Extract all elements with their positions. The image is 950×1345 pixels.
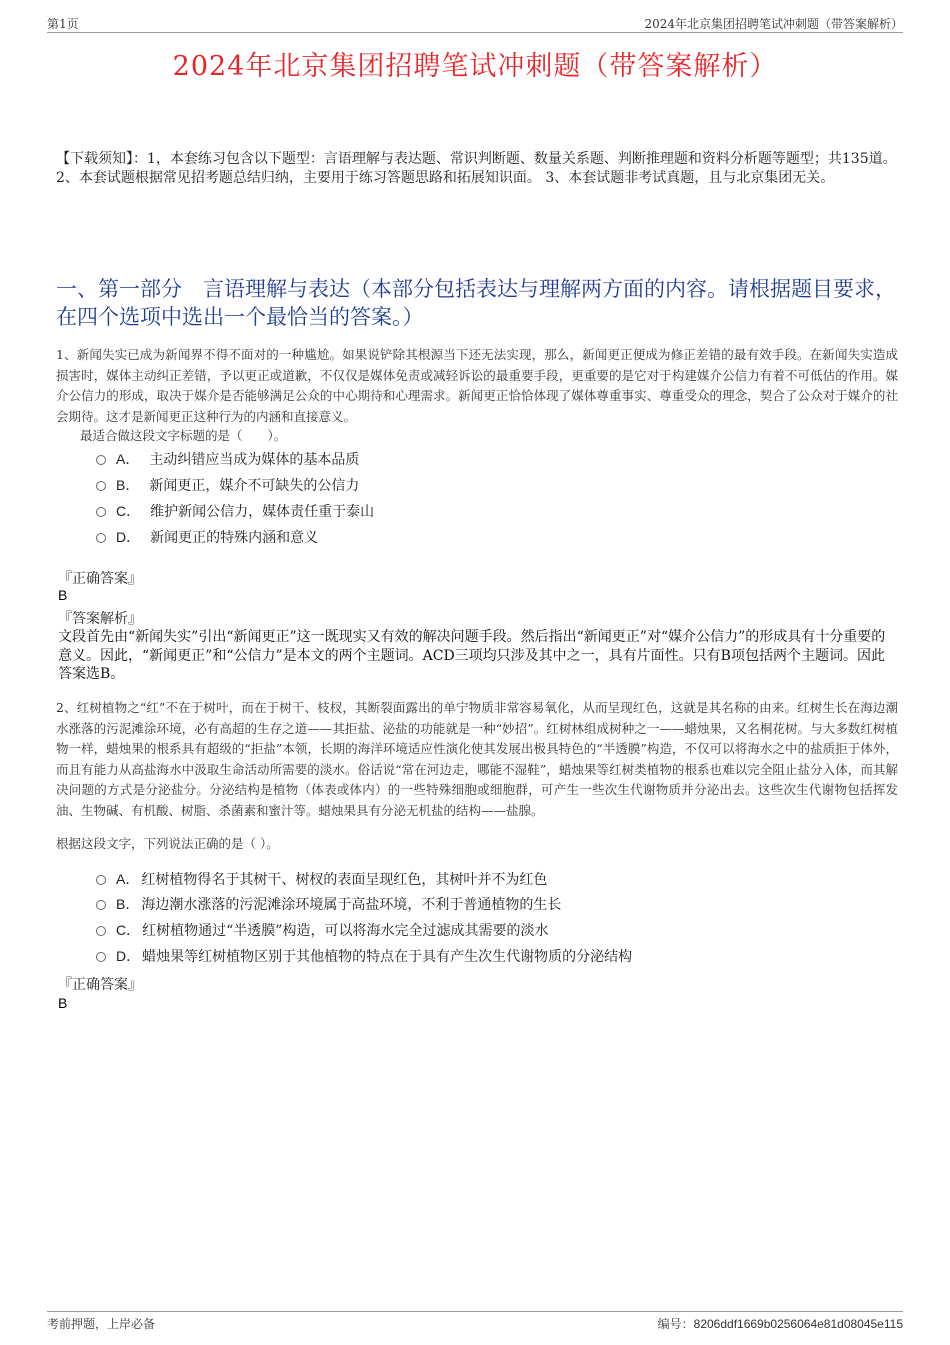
radio-icon[interactable] [96, 455, 106, 465]
question-1-option-c[interactable]: C． 维护新闻公信力，媒体责任重于泰山 [96, 501, 374, 521]
radio-icon[interactable] [96, 481, 106, 491]
question-1-analysis-label: 『答案解析』 [58, 611, 142, 627]
question-2-option-d[interactable]: D． 蜡烛果等红树植物区别于其他植物的特点在于具有产生次生代谢物质的分泌结构 [96, 946, 632, 966]
question-2-answer: B [58, 995, 68, 1011]
radio-icon[interactable] [96, 533, 106, 543]
radio-icon[interactable] [96, 952, 106, 962]
download-notice: 【下载须知】：1，本套练习包含以下题型：言语理解与表达题、常识判断题、数量关系题、判断推理题和资料分析题等题型；共135道。 2、本套试题根据常见招考题总结归纳，主要用于练习答题思路和拓展知识面。 3、本套试题非考试真题，且与北京集团无关。 [56, 151, 897, 186]
radio-icon[interactable] [96, 900, 106, 910]
question-2-answer-label: 『正确答案』 [58, 977, 142, 993]
question-1-analysis: 文段首先由“新闻失实”引出“新闻更正”这一既现实又有效的解决问题手段。然后指出“新闻更正”对“媒介公信力”的形成具有十分重要的意义。因此，“新闻更正”和“公信力”是本文的两个主题词。ACD三项均只涉及其中之一，具有片面性。只有B项包括两个主题词。因此答案选B。 [58, 629, 886, 682]
question-2-option-a[interactable]: A． 红树植物得名于其树干、树杈的表面呈现红色，其树叶并不为红色 [96, 869, 547, 889]
question-1-option-a[interactable]: A． 主动纠错应当成为媒体的基本品质 [96, 449, 359, 469]
page-header [47, 14, 903, 33]
question-1-answer: B [58, 587, 68, 603]
question-2-option-c[interactable]: C． 红树植物通过“半透膜”构造，可以将海水完全过滤成其需要的淡水 [96, 920, 548, 940]
question-2-passage: 2、红树植物之“红”不在于树叶，而在于树干、枝杈，其断裂面露出的单宁物质非常容易氧化，从而呈现红色，这就是其名称的由来。红树生长在海边潮水涨落的污泥滩涂环境，必有高超的生存之道——其拒盐、泌盐的功能就是一种“妙招”。红树林组成树种之一——蜡烛果，又名桐花树。与大多数红树植物一样，蜡烛果的根系具有超级的“拒盐”本领，长期的海洋环境适应性演化使其发展出极具特色的“半透膜”构造，不仅可以将海水之中的盐质拒于体外，而且有能力从高盐海水中汲取生命活动所需要的淡水。俗话说“常在河边走，哪能不湿鞋”，蜡烛果等红树类植物的根系也难以完全阻止盐分入体，而其解决问题的方式是分泌盐分。分泌结构是植物（体表或体内）的一些特殊细胞或细胞群，可产生一些次生代谢物质并分泌出去。这些次生代谢物包括挥发油、生物碱、有机酸、树脂、杀菌素和蜜汁等。蜡烛果具有分泌无机盐的结构——盐腺。 [56, 700, 898, 818]
section-title: 一、第一部分 言语理解与表达（本部分包括表达与理解两方面的内容。请根据题目要求，在四个选项中选出一个最恰当的答案。） [56, 277, 896, 329]
question-1-answer-label: 『正确答案』 [58, 571, 142, 587]
question-1-passage: 1、新闻失实已成为新闻界不得不面对的一种尴尬。如果说铲除其根源当下还无法实现，那么，新闻更正便成为修正差错的最有效手段。在新闻失实造成损害时，媒体主动纠正差错，予以更正或道歉，不仅仅是媒体免责或减轻诉讼的最重要手段，更重要的是它对于构建媒介公信力有着不可低估的作用。媒介公信力的形成，取决于媒介是否能够满足公众的中心期待和心理需求。新闻更正恰恰体现了媒体尊重事实、尊重受众的理念，契合了公众对于媒介的社会期待。这才是新闻更正这种行为的内涵和直接意义。 [56, 347, 898, 424]
radio-icon[interactable] [96, 507, 106, 517]
question-1-stem: 最适合做这段文字标题的是（ ）。 [80, 428, 287, 443]
question-2-option-b[interactable]: B． 海边潮水涨落的污泥滩涂环境属于高盐环境，不利于普通植物的生长 [96, 894, 561, 914]
page-footer [47, 1311, 903, 1332]
footer-slogan: 考前押题，上岸必备 [47, 1317, 156, 1331]
question-2-stem: 根据这段文字，下列说法正确的是（ ）。 [56, 836, 279, 851]
footer-code: 编号：8206ddf1669b0256064e81d08045e115 [657, 1317, 903, 1331]
document-title: 2024年北京集团招聘笔试冲刺题（带答案解析） [172, 51, 778, 82]
header-doc-title: 2024年北京集团招聘笔试冲刺题（带答案解析） [644, 17, 903, 31]
question-1-option-b[interactable]: B． 新闻更正，媒介不可缺失的公信力 [96, 475, 359, 495]
radio-icon[interactable] [96, 926, 106, 936]
page-number: 第1页 [47, 17, 79, 31]
question-1-option-d[interactable]: D． 新闻更正的特殊内涵和意义 [96, 527, 318, 547]
radio-icon[interactable] [96, 875, 106, 885]
